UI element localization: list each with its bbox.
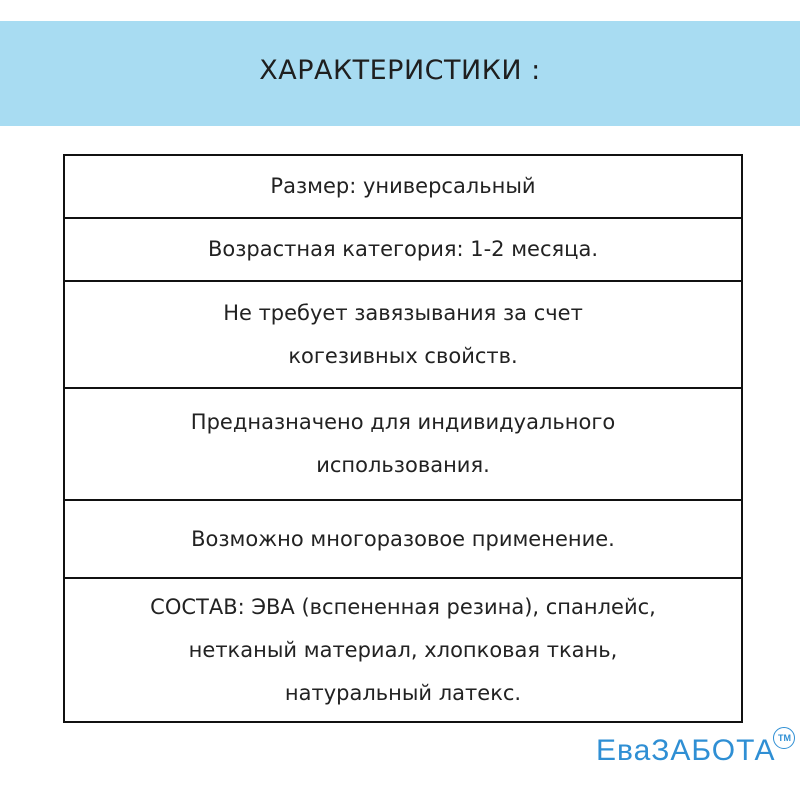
spec-row-size	[65, 156, 741, 219]
spec-age-text: Возрастная категория: 1-2 месяца.	[207, 237, 598, 261]
brand-name: ЕваЗАБОТА	[596, 734, 776, 767]
trademark-icon: TM	[773, 727, 795, 749]
spec-cohesive-text: Не требует завязывания за счет когезивных свойств.	[223, 300, 583, 368]
spec-row-cohesive	[65, 282, 741, 389]
specs-table	[63, 154, 743, 723]
spec-row-composition	[65, 579, 741, 721]
spec-size-text: Размер: универсальный	[270, 174, 536, 198]
brand-logo	[596, 727, 795, 777]
page-title: ХАРАКТЕРИСТИКИ :	[259, 55, 541, 86]
spec-row-reusable	[65, 501, 741, 579]
header-band	[0, 21, 800, 126]
spec-reusable-text: Возможно многоразовое применение.	[191, 526, 615, 551]
spec-individual-use-text: Предназначено для индивидуального использования.	[190, 410, 616, 477]
spec-row-age	[65, 219, 741, 282]
spec-row-individual-use	[65, 389, 741, 501]
spec-composition-text: СОСТАВ: ЭВА (вспененная резина), спанлейс, нетканый материал, хлопковая ткань, натуральный латекс.	[150, 594, 656, 705]
